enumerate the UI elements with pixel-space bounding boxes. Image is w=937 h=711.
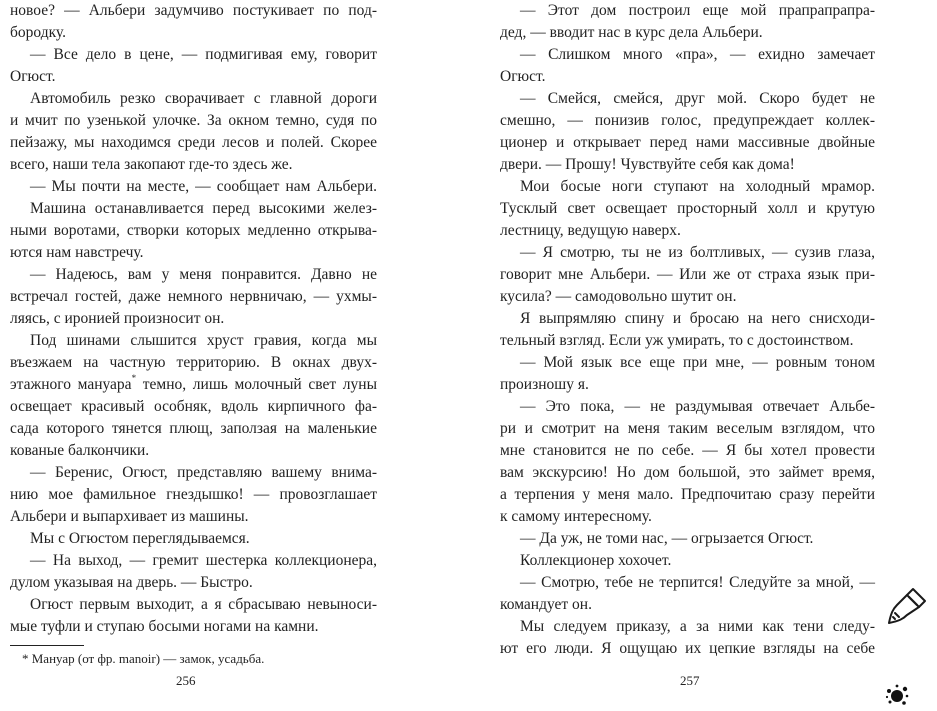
text-line: — Беренис, Огюст, представляю вашему внима- bbox=[30, 464, 377, 481]
text-line: Мы с Огюстом переглядываемся. bbox=[30, 530, 250, 547]
text-line: тельный взгляд. Если уж умирать, то с достоинством. bbox=[500, 332, 854, 349]
text-line-part: этажного мануара bbox=[10, 376, 132, 393]
text-line: освещает красивый особняк, вдоль кирпичного фа- bbox=[10, 398, 377, 415]
footnote: * Мануар (от фр. manoir) — замок, усадьба. bbox=[22, 651, 265, 666]
footnote-marker: * bbox=[131, 372, 137, 383]
text-line: ются нам навстречу. bbox=[10, 244, 144, 261]
text-line: мые туфли и ступаю босыми ногами на камни. bbox=[10, 618, 319, 635]
text-line: новое? — Альбери задумчиво постукивает по под- bbox=[10, 2, 377, 19]
text-line: ционер и открывает перед нами массивные двойные bbox=[500, 134, 875, 151]
text-line: ют его люди. Я ощущаю их цепкие взгляды на себе bbox=[500, 640, 875, 657]
text-line: — Слишком много «пра», — ехидно замечает bbox=[520, 46, 875, 63]
text-line: — Все дело в цене, — подмигивая ему, говорит bbox=[30, 46, 377, 63]
text-line: командует он. bbox=[500, 596, 592, 613]
text-line: Мы следуем приказу, а за ними как тени следу- bbox=[520, 618, 875, 635]
paintbrush-icon bbox=[883, 583, 931, 631]
text-line: — Мой язык все еще при мне, — ровным тоном bbox=[520, 354, 875, 371]
text-line: говорит мне Альбери. — Или же от страха язык при- bbox=[500, 266, 875, 283]
text-line: Коллекционер хохочет. bbox=[520, 552, 672, 569]
text-line: вам экскурсию! Но дом большой, это займет время, bbox=[500, 464, 875, 481]
text-line: Огюст. bbox=[10, 68, 56, 85]
text-line: произношу я. bbox=[500, 376, 589, 393]
text-line: — Этот дом построил еще мой прапрапрапра- bbox=[520, 2, 875, 19]
text-line: Огюст первым выходит, а я сбрасываю невыноси- bbox=[30, 596, 377, 613]
text-line: въезжаем на частную территорию. В окнах двух- bbox=[10, 354, 377, 371]
text-line: — Это пока, — не раздумывая отвечает Альбе- bbox=[520, 398, 875, 415]
text-line: Тусклый свет освещает просторный холл и крутую bbox=[500, 200, 875, 217]
text-line: лестницу, ведущую наверх. bbox=[500, 222, 681, 239]
text-line: Мои босые ноги ступают на холодный мрамор. bbox=[520, 178, 875, 195]
text-line: ными воротами, створки которых медленно открыва- bbox=[10, 222, 377, 239]
text-line: — Смотрю, тебе не терпится! Следуйте за мной, — bbox=[520, 574, 875, 591]
text-line: — Я смотрю, ты не из болтливых, — сузив глаза, bbox=[520, 244, 875, 261]
text-line: к самому интересному. bbox=[500, 508, 652, 525]
text-line: Альбери и выпархивает из машины. bbox=[10, 508, 249, 525]
text-line: — На выход, — гремит шестерка коллекционера, bbox=[30, 552, 377, 569]
text-line: встречал гостей, даже немного нервничаю, — ухмы- bbox=[10, 288, 377, 305]
text-line: Машина останавливается перед высокими желез- bbox=[30, 200, 377, 217]
text-line: Я выпрямляю спину и бросаю на него снисходи- bbox=[520, 310, 875, 327]
text-line: двери. — Прошу! Чувствуйте себя как дома! bbox=[500, 156, 795, 173]
text-line: сада которого тянется плющ, заползая на маленькие bbox=[10, 420, 377, 437]
ink-splat-icon bbox=[884, 682, 910, 708]
text-line: Под шинами слышится хруст гравия, когда мы bbox=[30, 332, 377, 349]
text-line: ри и смотрит на меня таким веселым взглядом, что bbox=[500, 420, 875, 437]
text-line bbox=[10, 374, 377, 396]
text-line: кованые балкончики. bbox=[10, 442, 150, 459]
footnote-divider bbox=[10, 645, 84, 646]
text-line: нию мое фамильное гнездышко! — провозглашает bbox=[10, 486, 377, 503]
text-line: — Надеюсь, вам у меня понравится. Давно не bbox=[30, 266, 377, 283]
text-line: всего, наши тела закопают где-то здесь же. bbox=[10, 156, 293, 173]
text-line: пейзажу, мы находимся среди лесов и полей. Скорее bbox=[10, 134, 377, 151]
page-number-right: 257 bbox=[680, 673, 700, 688]
text-line: бородку. bbox=[10, 24, 66, 41]
text-line-part: темно, лишь молочный свет луны bbox=[136, 376, 378, 393]
text-line: смешно, — понизив голос, предупреждает коллек- bbox=[500, 112, 875, 129]
text-line: — Да уж, не томи нас, — огрызается Огюст. bbox=[520, 530, 814, 547]
page-number-left: 256 bbox=[176, 673, 196, 688]
text-line: — Мы почти на месте, — сообщает нам Альбери. bbox=[30, 178, 377, 195]
text-line: ляясь, с иронией произносит он. bbox=[10, 310, 225, 327]
text-line: дулом указывая на дверь. — Быстро. bbox=[10, 574, 253, 591]
text-line: и мчит по узенькой улочке. За окном темно, судя по bbox=[10, 112, 377, 129]
text-line: Огюст. bbox=[500, 68, 546, 85]
text-line: кусила? — самодовольно шутит он. bbox=[500, 288, 737, 305]
text-line: мне становится не по себе. — Я бы хотел провести bbox=[500, 442, 875, 459]
text-line: Автомобиль резко сворачивает с главной дороги bbox=[30, 90, 377, 107]
text-line: а терпения у меня мало. Предпочитаю сразу перейти bbox=[500, 486, 875, 503]
text-line: дед, — вводит нас в курс дела Альбери. bbox=[500, 24, 763, 41]
text-line: — Смейся, смейся, друг мой. Скоро будет не bbox=[520, 90, 875, 107]
